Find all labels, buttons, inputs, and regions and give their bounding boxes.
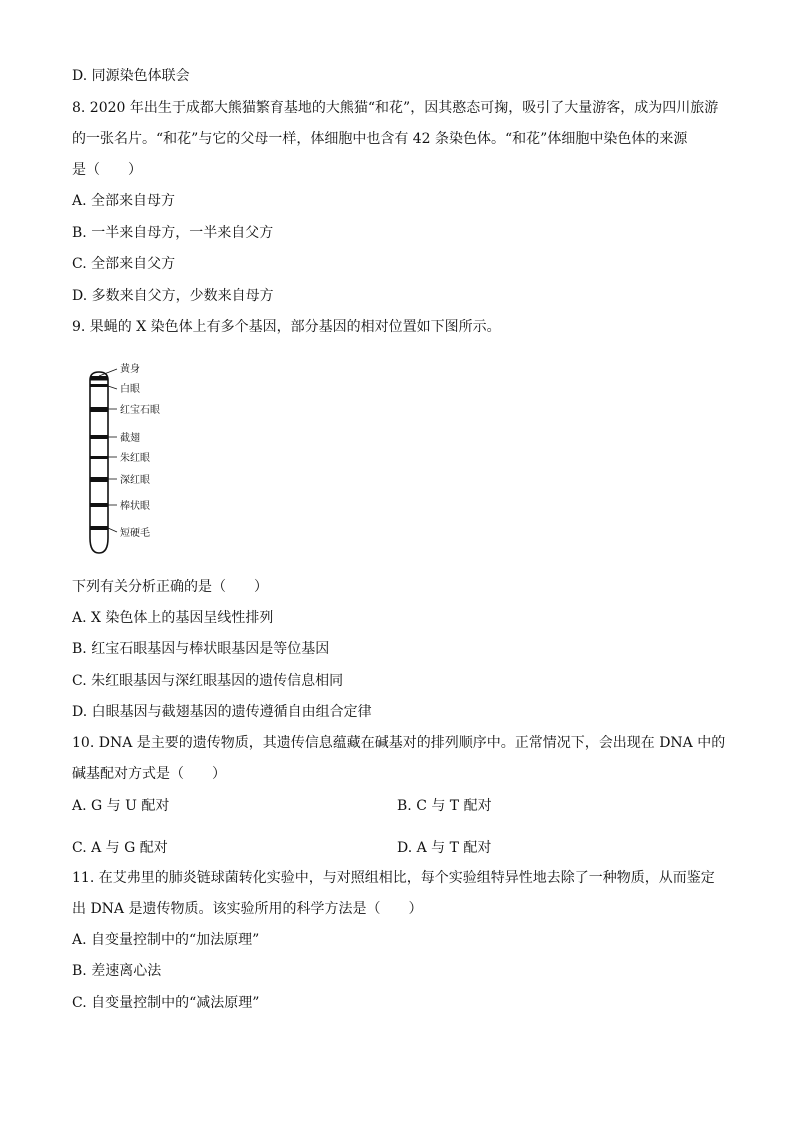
band-shenhong <box>90 477 108 482</box>
q11-option-b: B. 差速离心法 <box>72 963 162 979</box>
q10-option-d: D. A 与 T 配对 <box>397 840 492 856</box>
q9-option-d: D. 白眼基因与截翅基因的遗传遵循自由组合定律 <box>72 704 372 720</box>
q10-stem-line2: 碱基配对方式是（ ） <box>72 766 226 782</box>
q11-stem-line2: 出 DNA 是遗传物质。该实验所用的科学方法是（ ） <box>72 901 423 917</box>
q9-option-a: A. X 染色体上的基因呈线性排列 <box>72 610 274 626</box>
label-zhuhong: 朱红眼 <box>120 453 150 464</box>
q8-option-b: B. 一半来自母方，一半来自父方 <box>72 225 274 241</box>
q8-stem-line3: 是（ ） <box>72 162 142 178</box>
q9-option-b: B. 红宝石眼基因与棒状眼基因是等位基因 <box>72 641 330 657</box>
q10-option-a: A. G 与 U 配对 <box>72 798 170 814</box>
q11-stem-line1: 11. 在艾弗里的肺炎链球菌转化实验中，与对照组相比，每个实验组特异性地去除了一种物质，从而鉴定 <box>72 870 715 886</box>
band-huangshen <box>90 376 108 380</box>
label-shenhong: 深红眼 <box>120 475 150 486</box>
leader-baiyan <box>108 386 117 389</box>
label-bangzhuang: 棒状眼 <box>120 501 150 512</box>
label-huangshen: 黄身 <box>120 364 140 375</box>
label-baiyan: 白眼 <box>120 384 140 395</box>
chromosome-outline <box>90 372 108 553</box>
q10-option-c: C. A 与 G 配对 <box>72 840 168 856</box>
q11-option-c: C. 自变量控制中的“减法原理” <box>72 995 260 1011</box>
q8-option-c: C. 全部来自父方 <box>72 256 176 272</box>
label-duanyingmao: 短硬毛 <box>120 528 150 539</box>
band-zhuhong <box>90 456 108 459</box>
x-chromosome-figure <box>70 358 180 558</box>
band-jiechi <box>90 435 108 439</box>
q7-option-d: D. 同源染色体联会 <box>72 68 190 84</box>
q10-option-b: B. C 与 T 配对 <box>397 798 492 814</box>
label-hongbaoshi: 红宝石眼 <box>120 405 160 416</box>
q10-stem-line1: 10. DNA 是主要的遗传物质，其遗传信息蕴藏在碱基对的排列顺序中。正常情况下，会出现在 DNA 中的 <box>72 735 726 751</box>
q8-option-a: A. 全部来自母方 <box>72 193 176 209</box>
q9-stem: 9. 果蝇的 X 染色体上有多个基因，部分基因的相对位置如下图所示。 <box>72 319 501 335</box>
band-baiyan <box>90 384 108 387</box>
q9-question: 下列有关分析正确的是（ ） <box>72 579 268 595</box>
q11-option-a: A. 自变量控制中的“加法原理” <box>72 932 260 948</box>
band-duanyingmao <box>90 526 108 530</box>
label-jiechi: 截翅 <box>120 433 140 444</box>
q8-option-d: D. 多数来自父方，少数来自母方 <box>72 288 274 304</box>
q8-stem-line2: 的一张名片。“和花”与它的父母一样，体细胞中也含有 42 条染色体。“和花”体细胞中染色体的来源 <box>72 131 688 147</box>
q8-stem-line1: 8. 2020 年出生于成都大熊猫繁育基地的大熊猫“和花”，因其憨态可掬，吸引了大量游客，成为四川旅游 <box>72 100 719 116</box>
band-hongbaoshi <box>90 407 108 412</box>
q9-option-c: C. 朱红眼基因与深红眼基因的遗传信息相同 <box>72 673 344 689</box>
band-bangzhuang <box>90 503 108 507</box>
leader-duanyingmao <box>108 528 117 532</box>
